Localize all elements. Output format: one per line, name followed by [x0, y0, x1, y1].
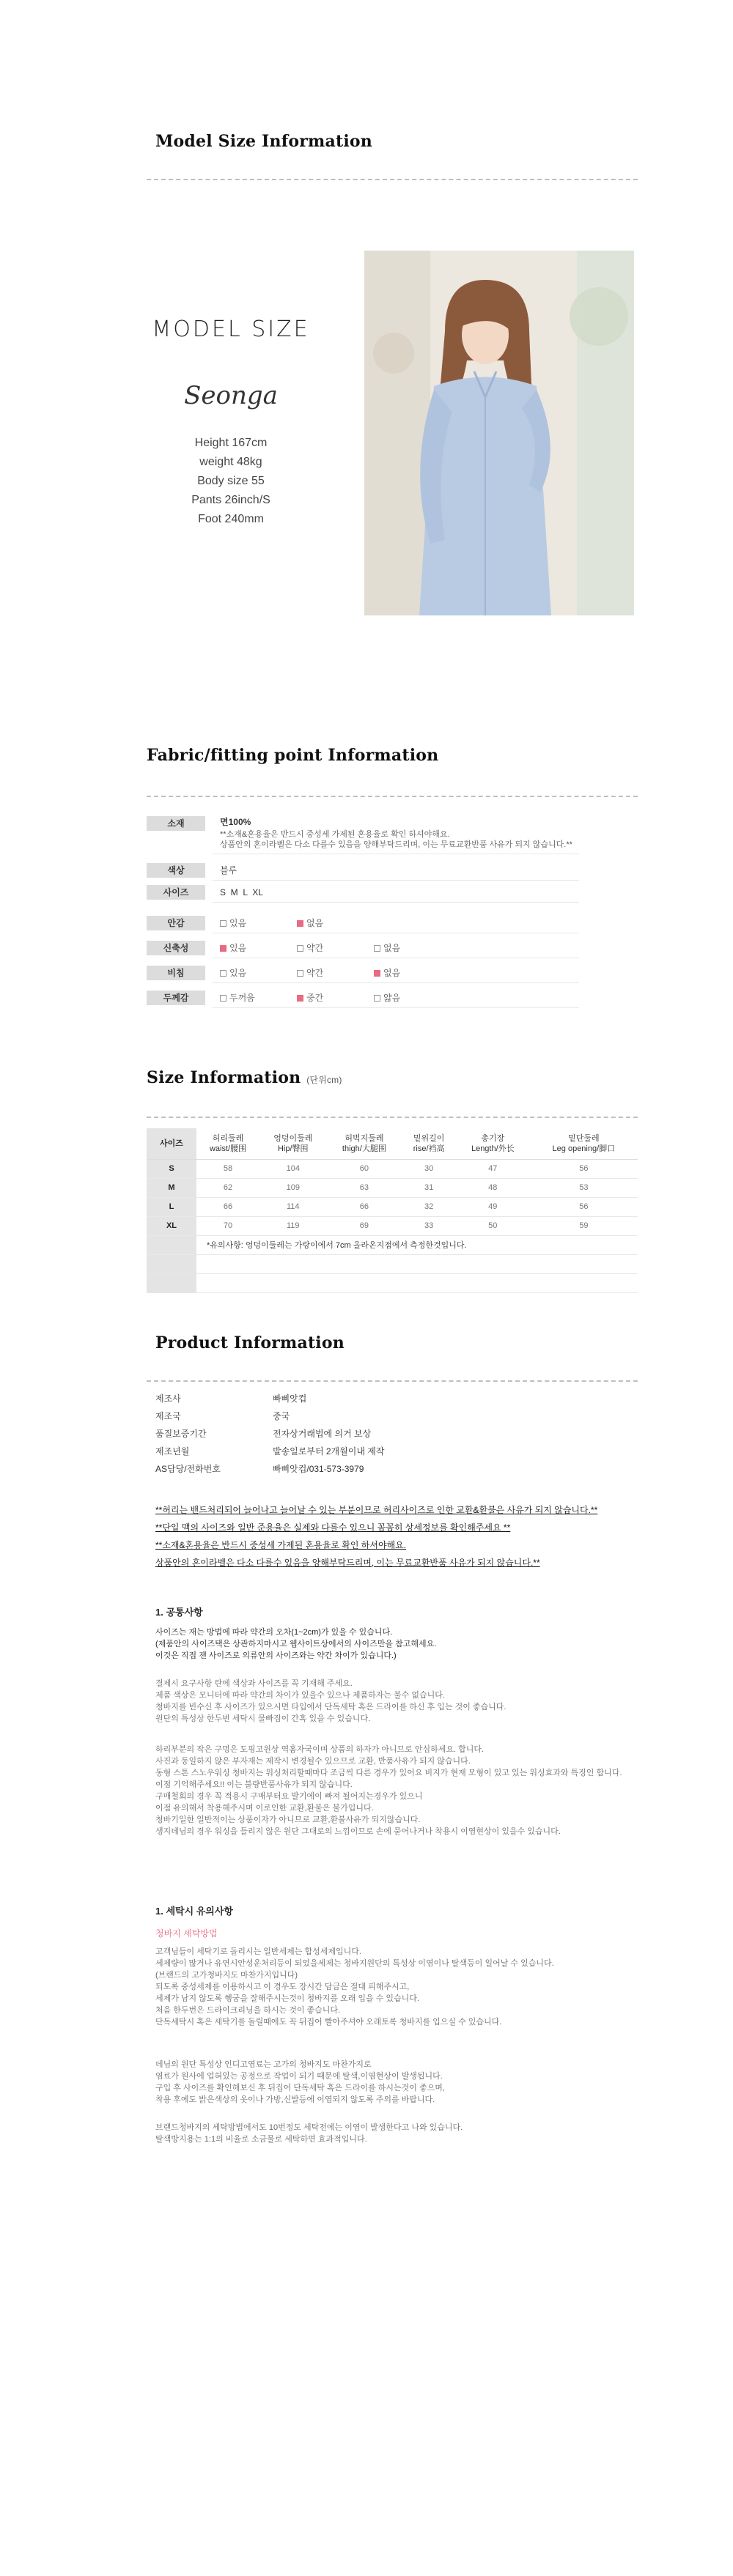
paragraph-line: 착용 후에도 밝은색상의 옷이나 가방,신발등에 이염되지 않도록 주의를 바랍니다. [155, 2095, 435, 2104]
size-header-thigh: 허벅지둘레 thigh/大腿围 [326, 1128, 402, 1159]
model-body-size: Body size 55 [197, 475, 265, 487]
paragraph-line: (제품안의 사이즈택은 상관하지마시고 웹사이트상에서의 사이즈만을 참고해세요. [155, 1640, 437, 1648]
checkbox-icon [220, 920, 226, 927]
size-note: *유의사항: 엉덩이둘레는 가랑이에서 7cm 올라온지점에서 측정한것입니다. [196, 1235, 638, 1254]
table-cell: 59 [530, 1216, 638, 1235]
model-size-heading: MODEL SIZE [152, 317, 310, 342]
paragraph-line: 원단의 특성상 한두번 세탁시 물빠짐이 간혹 있을 수 있습니다. [155, 1714, 371, 1723]
paragraph-line: 탈색방지용는 1:1의 비율로 소금물로 세탁하면 효과적입니다. [155, 2135, 367, 2144]
table-cell: 48 [456, 1178, 530, 1197]
table-cell: 32 [402, 1197, 456, 1216]
product-info-label: 품질보증기간 [155, 1429, 207, 1439]
row-divider [213, 1007, 579, 1008]
thickness-option-thin: 얇음 [374, 988, 400, 1008]
thickness-option-thick: 두꺼움 [220, 988, 255, 1008]
sheer-option-yes: 있음 [220, 963, 246, 983]
stretch-label: 신축성 [147, 941, 205, 955]
lining-option-yes: 있음 [220, 913, 246, 933]
wash-paragraph-2 [155, 2059, 661, 2106]
table-cell: 114 [259, 1197, 326, 1216]
table-cell: 49 [456, 1197, 530, 1216]
model-photo [364, 251, 634, 615]
model-pants: Pants 26inch/S [191, 494, 270, 506]
row-divider [213, 982, 579, 983]
checkbox-icon [220, 970, 226, 977]
product-info-label: AS담당/전화번호 [155, 1464, 221, 1474]
paragraph-line: 데님의 원단 특성상 인디고염료는 고가의 청바지도 마찬가지로 [155, 2060, 372, 2069]
paragraph-line: 세제량이 많거나 유연시안성운처리등이 되었을세제는 청바지원단의 특성상 이염이나 탈색등이 일어날 수 있습니다. [155, 1959, 554, 1968]
product-info-value: 빠삐앗컵/031-573-3979 [273, 1464, 364, 1474]
common-paragraph-2 [155, 1678, 661, 1725]
color-value: 블루 [220, 865, 237, 876]
common-notice-title: 1. 공통사항 [155, 1607, 203, 1618]
model-weight: weight 48kg [199, 456, 262, 468]
paragraph-line: (브랜드의 고가청바지도 마찬가지입니다) [155, 1971, 298, 1980]
table-cell: 50 [456, 1216, 530, 1235]
model-section-title: Model Size Information [155, 132, 372, 151]
size-section-title [147, 1068, 342, 1087]
product-note-4: 상품안의 혼이라벨은 다소 다를수 있음을 양해부탁드리며, 이는 무료교환반품 사유가 되지 않습니다.** [155, 1558, 540, 1568]
table-cell: 119 [259, 1216, 326, 1235]
table-cell [196, 1254, 638, 1273]
table-cell: 104 [259, 1159, 326, 1178]
fabric-section-title: Fabric/fitting point Information [147, 746, 439, 765]
product-maker-row [155, 1392, 307, 1404]
size-header-size: 사이즈 [147, 1128, 196, 1159]
table-cell [147, 1235, 196, 1254]
product-info-value: 중국 [273, 1411, 290, 1421]
paragraph-line: 브랜드청바지의 세탁방법에서도 10번정도 세탁전에는 이염이 발생한다고 나와 있습니다. [155, 2123, 463, 2132]
size-title-text: Size Information [147, 1068, 301, 1087]
paragraph-line: 처음 한두번은 드라이크리닝을 하시는 것이 좋습니다. [155, 2006, 341, 2015]
table-cell: 70 [196, 1216, 259, 1235]
wash-paragraph-1 [155, 1946, 661, 2028]
product-info-value: 발송일로부터 2개월이내 제작 [273, 1446, 385, 1457]
paragraph-line: 고객님들이 세탁기로 돌리시는 일반세제는 합성세제입니다. [155, 1947, 361, 1956]
model-illustration [364, 251, 634, 615]
wash-notice-title: 1. 세탁시 유의사항 [155, 1906, 233, 1917]
paragraph-line: 염료가 원사에 업혀있는 공정으로 작업이 되기 때문에 탈색,이염현상이 발생됩니다. [155, 2072, 443, 2081]
table-cell: 109 [259, 1178, 326, 1197]
model-height: Height 167cm [194, 437, 268, 449]
table-row [147, 1216, 638, 1235]
row-divider [213, 880, 579, 881]
product-info-value: 빠삐앗컵 [273, 1394, 307, 1404]
table-note-row [147, 1235, 638, 1254]
paragraph-line: 하리부분의 작은 구멍은 도핑고원상 역홈자국이며 상품의 하자가 아니므로 안심하세요. 합니다. [155, 1745, 485, 1754]
table-cell: 63 [326, 1178, 402, 1197]
checkbox-checked-icon [374, 970, 380, 977]
size-header-hip: 엉덩이둘레 Hip/臀围 [259, 1128, 326, 1159]
wash-paragraph-3 [155, 2122, 661, 2145]
table-cell: 66 [196, 1197, 259, 1216]
product-date-row [155, 1445, 385, 1457]
paragraph-line: 사이즈는 재는 방법에 따라 약간의 오차(1~2cm)가 있을 수 있습니다. [155, 1628, 393, 1637]
paragraph-line: 이점 기억해주세요!! 이는 불량반품사유가 되지 않습니다. [155, 1780, 353, 1789]
paragraph-line: 제품 색상은 모니터에 따라 약간의 차이가 있을수 있으나 제품하자는 불수 없습니다. [155, 1691, 445, 1700]
table-cell: 56 [530, 1197, 638, 1216]
color-label: 색상 [147, 863, 205, 878]
table-cell: 31 [402, 1178, 456, 1197]
table-cell: 69 [326, 1216, 402, 1235]
size-unit: (단위cm) [306, 1075, 342, 1085]
table-cell: M [147, 1178, 196, 1197]
table-row [147, 1254, 638, 1273]
stretch-option-no: 없음 [374, 938, 400, 958]
fabric-material-row [147, 813, 579, 854]
material-value: 면100% [220, 817, 251, 827]
thickness-label: 두께감 [147, 991, 205, 1005]
paragraph-line: 결제시 요구사항 란에 색상과 사이즈를 꼭 기재해 주세요. [155, 1679, 353, 1688]
product-note-2: **단일 맥의 사이즈와 일반 준용율은 실제와 다를수 있으니 꼼꼼히 상세정보를 확인해주세요 ** [155, 1522, 511, 1533]
section-divider [147, 1117, 638, 1118]
paragraph-line: 청바기일한 일반적이는 상품이자가 아니므로 교환,환불사유가 되지않습니다. [155, 1816, 421, 1824]
product-info-label: 제조국 [155, 1411, 181, 1421]
size-label: 사이즈 [147, 885, 205, 900]
table-cell [147, 1273, 196, 1292]
section-divider [147, 179, 638, 180]
paragraph-line: 이점 유의해서 착용해주시며 이로인한 교환,환불은 불가입니다. [155, 1804, 374, 1813]
stretch-option-yes: 있음 [220, 938, 246, 958]
sheer-label: 비침 [147, 966, 205, 980]
fabric-size-row [147, 882, 579, 903]
table-cell: 33 [402, 1216, 456, 1235]
paragraph-line: 구입 후 사이즈를 확인해보신 후 뒤집어 단독세탁 혹은 드라이를 하시는것이 좋으며, [155, 2084, 445, 2092]
fabric-thickness-row [147, 988, 579, 1008]
table-cell: XL [147, 1216, 196, 1235]
fabric-lining-row [147, 913, 579, 933]
table-cell: L [147, 1197, 196, 1216]
paragraph-line: 단독세탁시 혹은 세탁기를 돌릴때에도 꼭 뒤집어 빨아주셔야 오래토록 청바지를 입으실 수 있습니다. [155, 2018, 502, 2027]
material-note-1: **소재&혼용율은 반드시 중성세 가제된 혼용율로 확인 하셔야해요. [220, 830, 450, 839]
table-cell [196, 1273, 638, 1292]
sheer-option-slight: 약간 [297, 963, 323, 983]
lining-label: 안감 [147, 916, 205, 930]
checkbox-checked-icon [220, 945, 226, 952]
sheer-option-no: 없음 [374, 963, 400, 983]
row-divider [213, 902, 579, 903]
fabric-color-row [147, 860, 579, 881]
checkbox-checked-icon [297, 920, 303, 927]
product-info-label: 제조년월 [155, 1446, 190, 1457]
model-stats [147, 434, 315, 529]
product-warranty-row [155, 1427, 372, 1440]
table-row [147, 1159, 638, 1178]
table-cell: 30 [402, 1159, 456, 1178]
product-as-row [155, 1462, 364, 1475]
product-info-value: 전자상거래법에 의거 보상 [273, 1429, 372, 1439]
common-paragraph-1 [155, 1626, 661, 1662]
paragraph-line: 세제가 남지 않도록 헹굼을 잘해주시는것이 청바지를 오래 입을 수 있습니다. [155, 1994, 419, 2003]
paragraph-line: 청바지를 빈수신 후 사이즈가 있으시면 타입에서 단독세탁 혹은 드라이를 하신 후 입는 것이 좋습니다. [155, 1703, 507, 1711]
product-section-title: Product Information [155, 1333, 345, 1352]
section-divider [147, 1380, 638, 1382]
lining-option-no: 없음 [297, 913, 323, 933]
table-cell: 53 [530, 1178, 638, 1197]
stretch-option-slight: 약간 [297, 938, 323, 958]
thickness-option-medium: 중간 [297, 988, 323, 1008]
size-header-leg-opening: 밑단둘레 Leg opening/脚口 [530, 1128, 638, 1159]
table-cell: 47 [456, 1159, 530, 1178]
paragraph-line: 되도록 중성세제를 이용하시고 이 경우도 장시간 담금은 절대 피해주시고, [155, 1983, 410, 1991]
table-row [147, 1273, 638, 1292]
paragraph-line: 사진과 동일하지 않은 부자재는 제작시 변경될수 있으므로 교환, 반품사유가 되지 않습니다. [155, 1757, 471, 1766]
material-note-2: 상품안의 혼이라벨은 다소 다를수 있음을 양해부탁드리며, 이는 무료교환반품 사유가 되지 않습니다.** [220, 840, 572, 849]
table-row [147, 1197, 638, 1216]
table-cell: S [147, 1159, 196, 1178]
checkbox-checked-icon [297, 995, 303, 1002]
table-row [147, 1178, 638, 1197]
paragraph-line: 생지데님의 경우 워싱을 들리지 않은 원단 그대로의 느낌이므로 손에 묻어나거나 착용시 이염현상이 있을수 있습니다. [155, 1827, 561, 1836]
wash-subtitle: 청바지 세탁방법 [155, 1928, 218, 1939]
product-note-3: **소재&혼용율은 반드시 중성세 가제된 혼용율로 확인 하셔야해요. [155, 1540, 407, 1550]
product-country-row [155, 1410, 290, 1422]
table-cell [147, 1254, 196, 1273]
table-cell: 56 [530, 1159, 638, 1178]
table-cell: 58 [196, 1159, 259, 1178]
size-header-waist: 허리둘레 waist/腰围 [196, 1128, 259, 1159]
checkbox-icon [297, 945, 303, 952]
size-table [147, 1128, 638, 1293]
paragraph-line: 동형 스톤 스노우워싱 청바지는 워싱처리할때마다 조금씩 다른 경우가 있어요 비지가 현재 모형이 있고 있는 워싱효과와 특징인 합니다. [155, 1769, 622, 1777]
fabric-sheer-row [147, 963, 579, 983]
table-cell: 66 [326, 1197, 402, 1216]
fabric-stretch-row [147, 938, 579, 958]
size-table-header [147, 1128, 638, 1159]
paragraph-line: 구매철회의 경우 꼭 적용시 구매부터요 발기에이 빠져 될어지는경우가 있으니 [155, 1792, 423, 1801]
paragraph-line: 이것은 직접 잰 사이즈로 의류안의 사이즈와는 약간 차이가 있습니다.) [155, 1651, 397, 1660]
checkbox-icon [374, 995, 380, 1002]
checkbox-icon [220, 995, 226, 1002]
model-foot: Foot 240mm [198, 513, 264, 525]
common-paragraph-3 [155, 1744, 661, 1837]
product-info-label: 제조사 [155, 1394, 181, 1404]
size-header-length: 총기장 Length/外长 [456, 1128, 530, 1159]
section-divider [147, 796, 638, 797]
model-name: Seonga [184, 381, 278, 410]
material-label: 소재 [147, 816, 205, 831]
table-cell: 62 [196, 1178, 259, 1197]
product-note-1: **허리는 밴드처리되어 늘어나고 늘어날 수 있는 부분이므로 허리사이즈로 인한 교환&환불은 사유가 되지 않습니다.** [155, 1505, 598, 1515]
checkbox-icon [297, 970, 303, 977]
checkbox-icon [374, 945, 380, 952]
size-header-rise: 밑위길이 rise/裆高 [402, 1128, 456, 1159]
size-value: S M L XL [220, 887, 263, 897]
table-cell: 60 [326, 1159, 402, 1178]
